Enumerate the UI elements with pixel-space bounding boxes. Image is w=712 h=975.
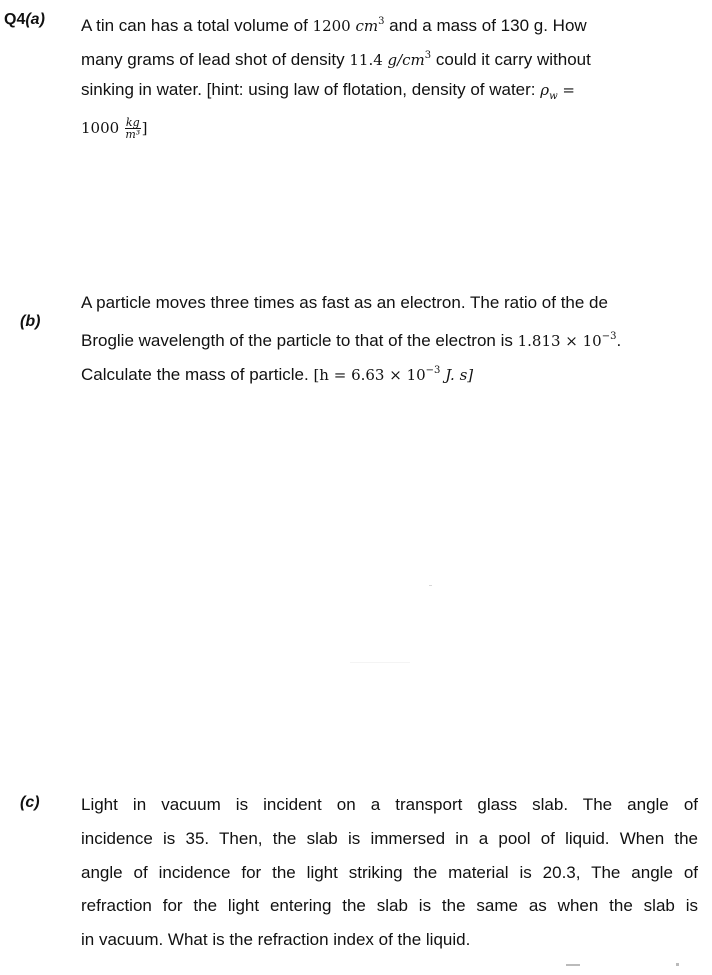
question-a-line-3 [81,79,575,108]
text-segment: . [616,331,622,350]
cropped-text-fragment [676,963,679,966]
planck-exponent: −3 [425,365,441,376]
question-c-line-2: incidence is 35. Then, the slab is immersed in a pool of liquid. When the [81,829,698,848]
question-b-line-1 [81,292,608,314]
part-c-marker: (c) [20,794,40,811]
text-segment: many grams of lead shot of density [81,50,350,69]
question-c-line-5: in vacuum. What is the refraction index of the liquid. [81,930,471,949]
question-b-line-2 [81,326,621,352]
question-a-line-1 [81,11,587,37]
closing-bracket: ] [141,119,148,137]
question-c-line-3: angle of incidence for the light striking the material is 20.3, The angle of [81,863,698,882]
question-c-line-4: refraction for the light entering the slab is the same as when the slab is [81,896,698,915]
planck-constant-expression: [h = 6.63 × 10 [313,366,426,384]
text-segment: Calculate the mass of particle. [81,365,314,384]
question-a-line-2 [81,45,591,71]
part-b-marker: (b) [20,313,41,330]
rho-subscript: w [549,91,558,102]
part-a-marker: (a) [25,11,45,28]
question-a-label [4,11,45,29]
text-segment: Broglie wavelength of the particle to that of the electron is [81,331,518,350]
ratio-exponent: −3 [601,331,617,342]
water-density-value: 1000 [81,119,120,137]
question-b-label [20,313,40,331]
density-value: 11.4 [349,51,383,69]
density-exponent: 3 [424,50,432,61]
text-segment: A particle moves three times as fast as an electron. The ratio of the de [81,293,608,312]
text-segment: sinking in water. [hint: using law of flotation, density of water: [81,80,541,99]
cropped-text-fragment [566,964,580,966]
density-unit-fraction [125,117,141,140]
volume-value: 1200 [312,17,351,35]
question-c-line-1: Light in vacuum is incident on a transport glass slab. The angle of [81,795,698,814]
scan-artifact [350,662,410,663]
wavelength-ratio: 1.813 × 10 [517,332,602,350]
volume-exponent: 3 [378,16,385,27]
question-number: Q4 [4,11,26,28]
fraction-numerator: kg [125,116,140,130]
planck-unit: J. s] [440,366,474,384]
text-segment: and a mass of 130 g. How [384,16,587,35]
text-segment: A tin can has a total volume of [81,16,313,35]
equals-sign: = [557,81,575,99]
text-segment: could it carry without [431,50,591,69]
volume-unit: cm [355,17,379,35]
density-unit: g/cm [387,51,425,69]
rho-symbol: ρ [540,81,550,99]
question-b-line-3 [81,360,473,386]
question-c-label [20,794,40,812]
fraction-denominator: m³ [125,128,141,142]
scan-artifact [429,585,432,586]
question-a-line-4 [81,117,148,140]
